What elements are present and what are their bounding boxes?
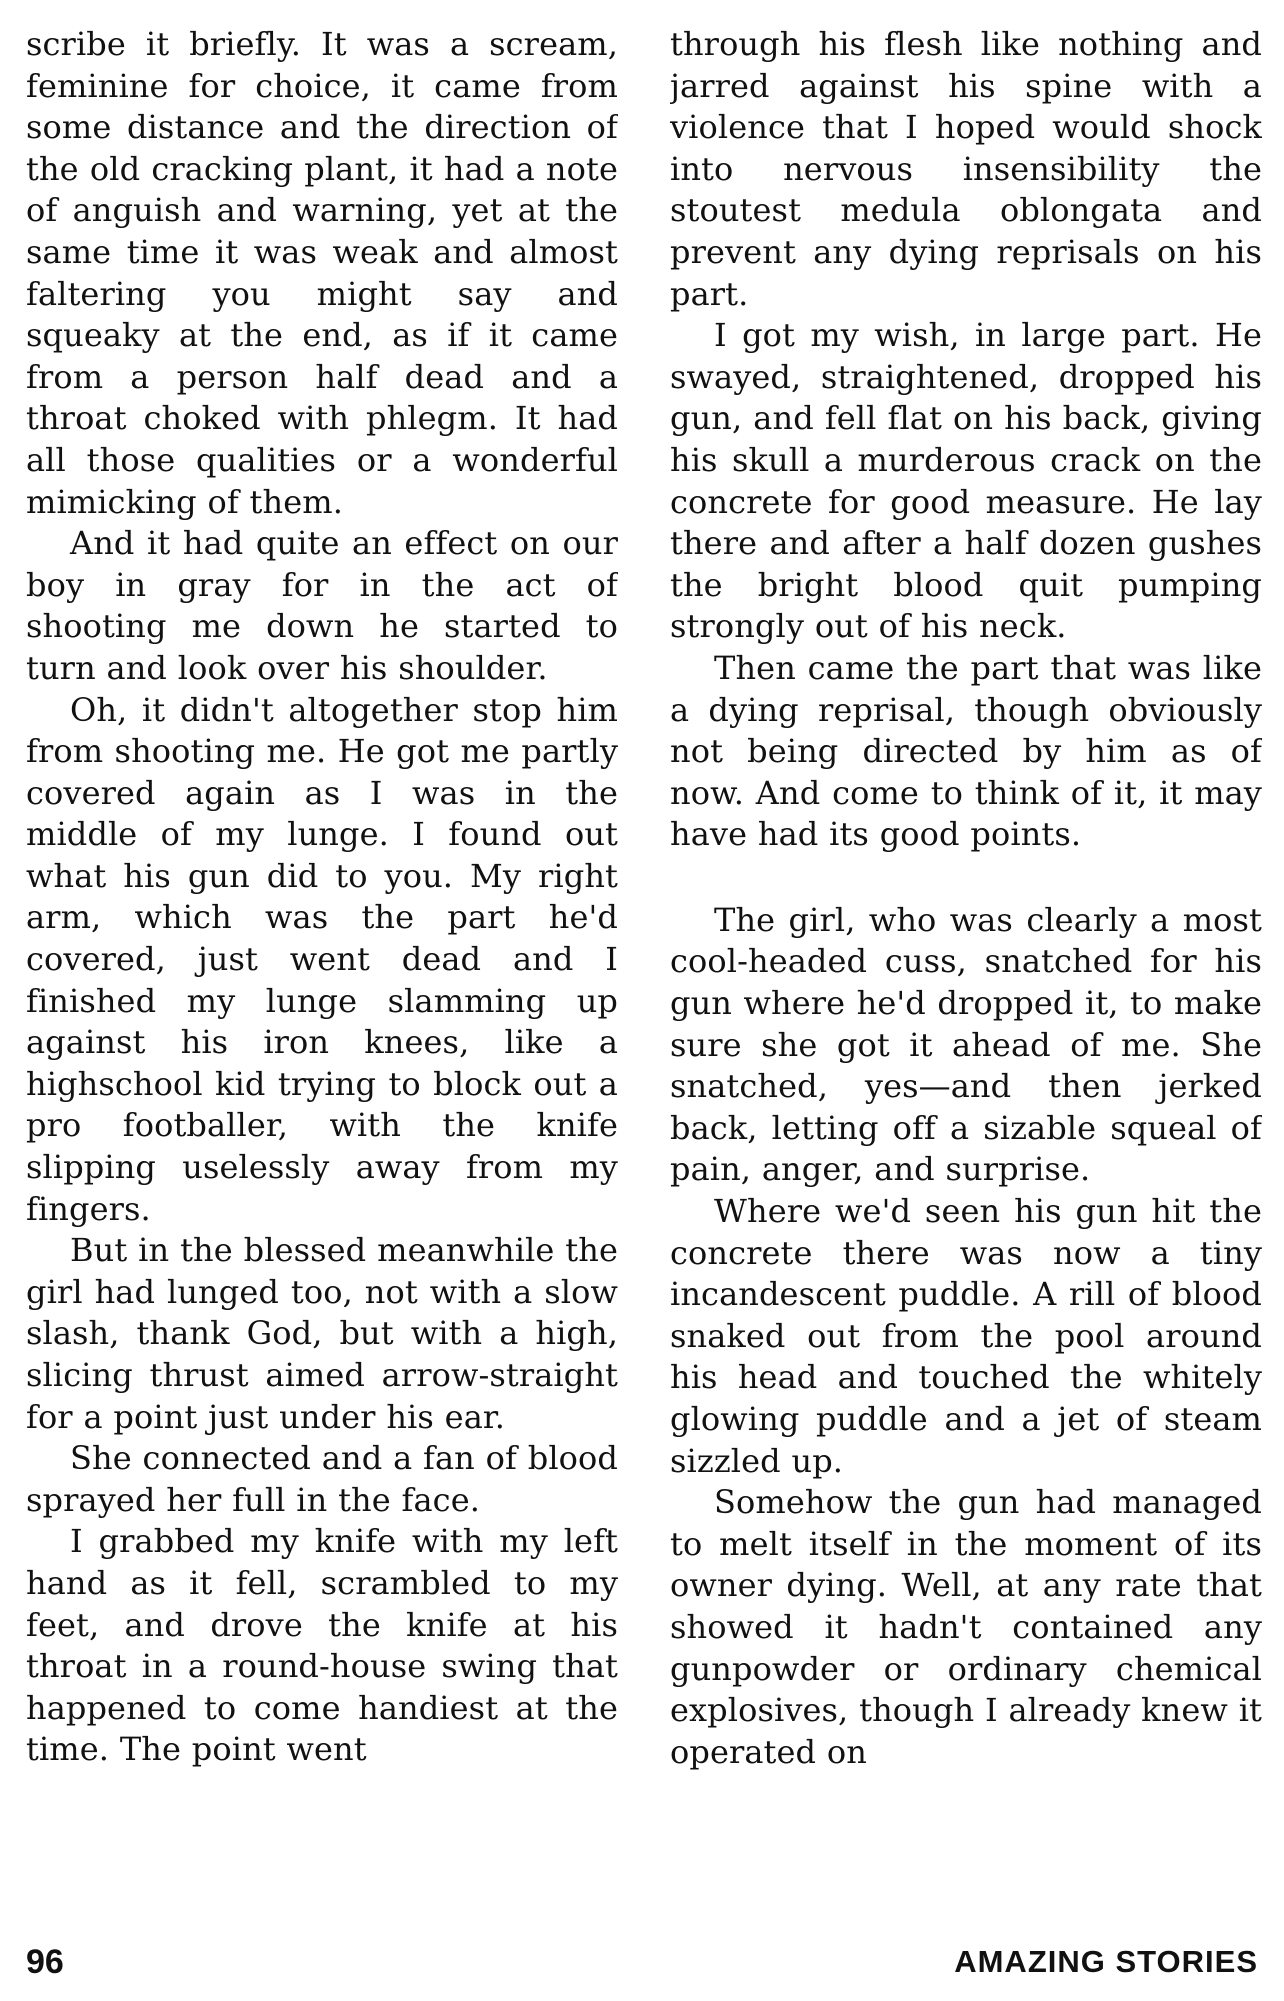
paragraph: The girl, who was clearly a most cool-headed cuss, snatched for his gun where he'd dropped it, to make sure she got it ahead of me. She snatched, yes—and then jerked back, letting off a sizable squeal of pain, anger, and surprise. xyxy=(670,900,1262,1189)
paragraph: She connected and a fan of blood sprayed her full in the face. xyxy=(26,1439,618,1519)
right-column xyxy=(670,24,1262,1904)
paragraph: I grabbed my knife with my left hand as it fell, scrambled to my feet, and drove the knife at his throat in a round-house swing that happened to come handiest at the time. The point went xyxy=(26,1522,618,1769)
paragraph: Oh, it didn't altogether stop him from shooting me. He got me partly covered again as I was in the middle of my lunge. I found out what his gun did to you. My right arm, which was the part he'd covered, just went dead and I finished my lunge slamming up against his iron knees, like a highschool kid trying to block out a pro footballer, with the knife slipping uselessly away from my fingers. xyxy=(26,690,618,1228)
page-footer xyxy=(0,1940,1284,1990)
paragraph: I got my wish, in large part. He swayed, straightened, dropped his gun, and fell flat on his back, giving his skull a murderous crack on the concrete for good measure. He lay there and after a half dozen gushes the bright blood quit pumping strongly out of his neck. xyxy=(670,316,1262,646)
paragraph: Somehow the gun had managed to melt itself in the moment of its owner dying. Well, at any rate that showed it hadn't contained any gunpowder or ordinary chemical explosives, though I already knew it operated on xyxy=(670,1483,1262,1771)
running-head: AMAZING STORIES xyxy=(954,1944,1258,1979)
paragraph: But in the blessed meanwhile the girl had lunged too, not with a slow slash, thank God, but with a high, slicing thrust aimed arrow-straight for a point just under his ear. xyxy=(26,1231,618,1436)
paragraph: through his flesh like nothing and jarred against his spine with a violence that I hoped would shock into nervous insensibility the stoutest medula oblongata and prevent any dying reprisals on his part. xyxy=(670,25,1262,313)
paragraph: scribe it briefly. It was a scream, feminine for choice, it came from some distance and the direction of the old cracking plant, it had a note of anguish and warning, yet at the same time it was weak and almost faltering you might say and squeaky at the end, as if it came from a person half dead and a throat choked with phlegm. It had all those qualities or a wonderful mimicking of them. xyxy=(26,25,618,521)
paragraph: And it had quite an effect on our boy in gray for in the act of shooting me down he started to turn and look over his shoulder. xyxy=(26,524,618,687)
paragraph: Then came the part that was like a dying reprisal, though obviously not being directed by him as of now. And come to think of it, it may have had its good points. xyxy=(670,648,1262,854)
paragraph: Where we'd seen his gun hit the concrete there was now a tiny incandescent puddle. A rill of blood snaked out from the pool around his head and touched the whitely glowing puddle and a jet of steam sizzled up. xyxy=(670,1192,1262,1480)
left-column xyxy=(26,24,618,1904)
page-number: 96 xyxy=(26,1943,64,1981)
